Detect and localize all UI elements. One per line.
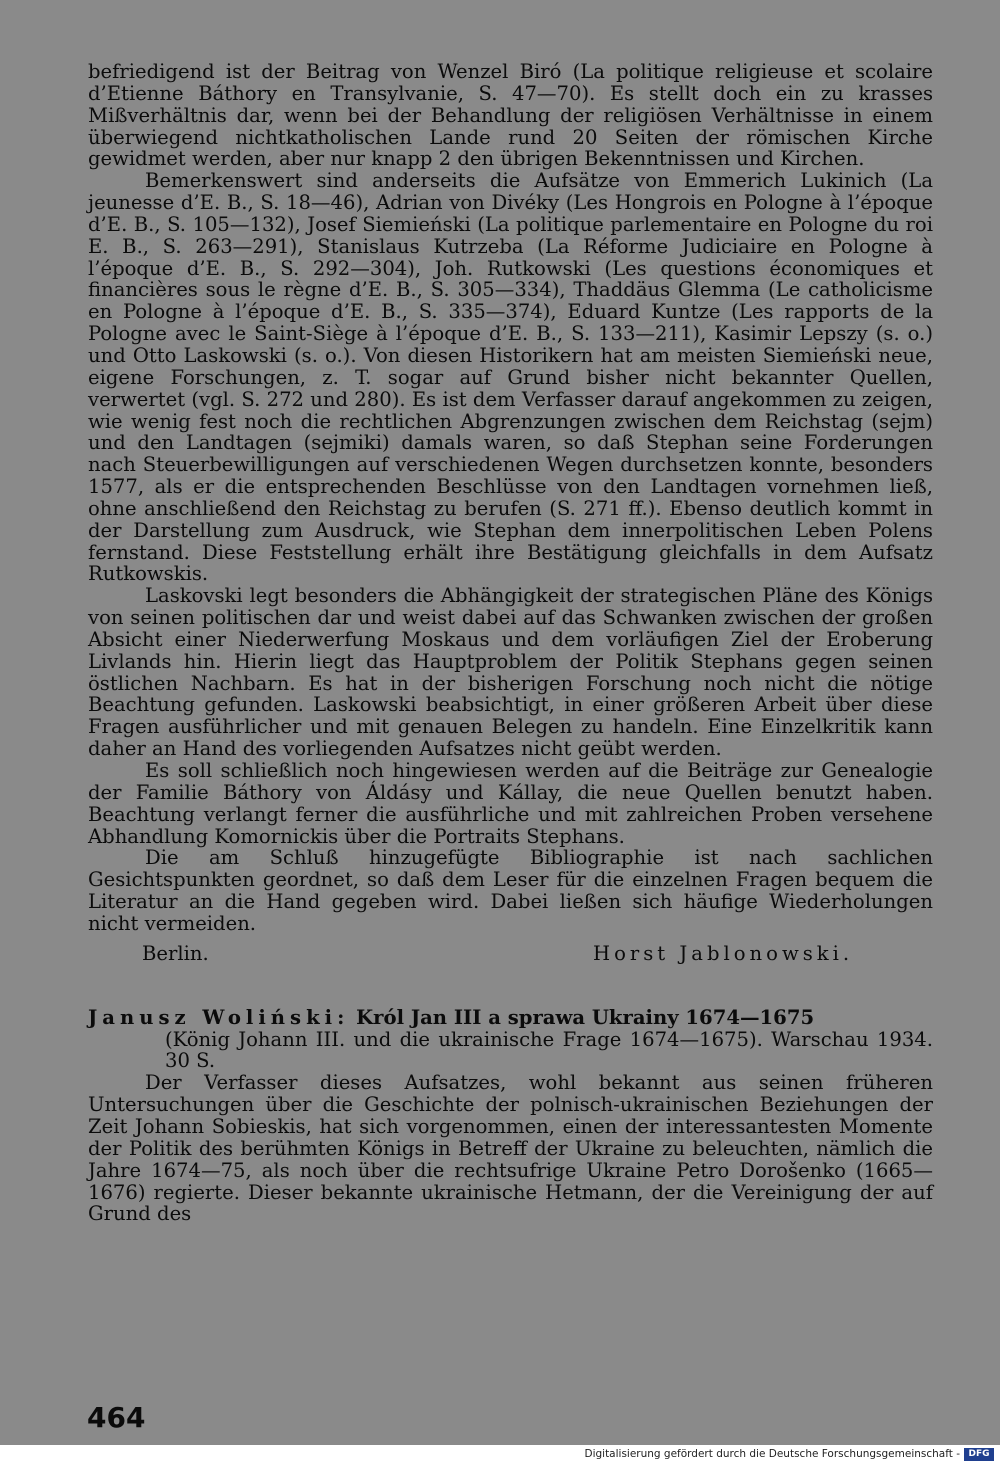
paragraph: Laskovski legt besonders die Abhängigkeit der strategischen Pläne des Königs von seinen politischen dar und weist dabei auf das Schwanken zwischen der großen Absicht einer Niederwerfung Moskaus und dem vorläufigen Ziel der Eroberung Livlands hin. Hierin liegt das Hauptproblem der Politik Stephans gegen seinen östlichen Nachbarn. Es hat in der bisherigen Forschung noch nicht die nötige Beachtung gefunden. Laskowski beabsichtigt, in einer größeren Arbeit über diese Fragen ausführlicher und mit genauen Belegen zu handeln. Eine Einzelkritik kann daher an Hand des vorliegenden Aufsatzes nicht geübt werden. (88, 584, 933, 761)
signature-place: Berlin. (142, 941, 209, 965)
signature-author: Horst Jablonowski. (593, 941, 854, 965)
footer-credit: Digitalisierung gefördert durch die Deutsche Forschungsgemeinschaft - (584, 1448, 960, 1460)
paragraph: Der Verfasser dieses Aufsatzes, wohl bekannt aus seinen früheren Untersuchungen über die Geschichte der polnisch-ukrainischen Beziehungen der Zeit Johann Sobieskis, hat sich vorgenommen, einen der interessantesten Momente der Politik des berühmten Königs in Betreff der Ukraine zu beleuchten, nämlich die Jahre 1674—75, als noch über die rechtsufrige Ukraine Petro Dorošenko (1665—1676) regierte. Dieser bekannte ukrainische Hetmann, der die Vereinigung der auf Grund des (88, 1071, 933, 1226)
paragraph: Die am Schluß hinzugefügte Bibliographie ist nach sachlichen Gesichtspunkten geordnet, so daß dem Leser für die einzelnen Fragen bequem die Literatur an die Hand gegeben wird. Dabei ließen sich häufige Wiederholungen nicht vermeiden. (88, 846, 933, 935)
reviewed-subtitle: (König Johann III. und die ukrainische Frage 1674—1675). Warschau 1934. 30 S. (165, 1027, 933, 1073)
review-heading (88, 1007, 933, 1073)
review-signature (88, 937, 933, 968)
reviewed-author: Janusz Woliński: (88, 1005, 350, 1029)
dfg-logo-icon: DFG (964, 1448, 994, 1461)
paragraph: Bemerkenswert sind anderseits die Aufsätze von Emmerich Lukinich (La jeunesse d’E. B., S. 18—46), Adrian von Divéky (Les Hongrois en Pologne à l’époque d’E. B., S. 105—132), Josef Siemieński (La politique parlementaire en Pologne du roi E. B., S. 263—291), Stanislaus Kutrzeba (La Réforme Judiciaire en Pologne à l’époque d’E. B., S. 292—304), Joh. Rutkowski (Les questions économiques et financières sous le règne d’E. B., S. 305—334), Thaddäus Glemma (Le catholicisme en Pologne à l’époque d’E. B., S. 335—374), Eduard Kuntze (Les rapports de la Pologne avec le Saint-Siège à l’époque d’E. B., S. 133—211), Kasimir Lepszy (s. o.) und Otto Laskowski (s. o.). Von diesen Historikern hat am meisten Siemieński neue, eigene Forschungen, z. T. sogar auf Grund bisher nicht bekannter Quellen, verwertet (vgl. S. 272 und 280). Es ist dem Verfasser darauf angekommen zu zeigen, wie wenig fest noch die rechtlichen Abgrenzungen zwischen dem Reichstag (sejm) und den Landtagen (sejmiki) damals waren, so daß Stephan seine Forderungen nach Steuerbewilligungen auf verschiedenen Wegen durchsetzen konnte, besonders 1577, als er die entsprechenden Beschlüsse von den Landtagen vornehmen ließ, ohne anschließend den Reichstag zu berufen (S. 271 ff.). Ebenso deutlich kommt in der Darstellung zum Ausdruck, wie Stephan dem innerpolitischen Leben Polens fernstand. Diese Feststellung erhält ihre Bestätigung gleichfalls in dem Aufsatz Rutkowskis. (88, 169, 933, 586)
paragraph: Es soll schließlich noch hingewiesen werden auf die Beiträge zur Genealogie der Familie Báthory von Áldásy und Kállay, die neue Quellen benutzt haben. Beachtung verlangt ferner die ausführliche und mit zahlreichen Proben versehene Abhandlung Komornickis über die Portraits Stephans. (88, 759, 933, 848)
reviewed-title: Król Jan III a sprawa Ukrainy 1674—1675 (356, 1005, 815, 1029)
paragraph: befriedigend ist der Beitrag von Wenzel Biró (La politique religieuse et scolaire d’Etienne Báthory en Transylvanie, S. 47—70). Es stellt doch ein zu krasses Mißverhältnis dar, wenn bei der Behandlung der religiösen Verhältnisse in einem überwiegend nichtkatholischen Lande rund 20 Seiten der römischen Kirche gewidmet werden, aber nur knapp 2 den übrigen Bekenntnissen und Kirchen. (88, 60, 933, 171)
page-number: 464 (87, 1401, 146, 1434)
text-column (88, 61, 933, 1225)
footer-bar (0, 1445, 1000, 1465)
review-citation-line (88, 1007, 933, 1029)
